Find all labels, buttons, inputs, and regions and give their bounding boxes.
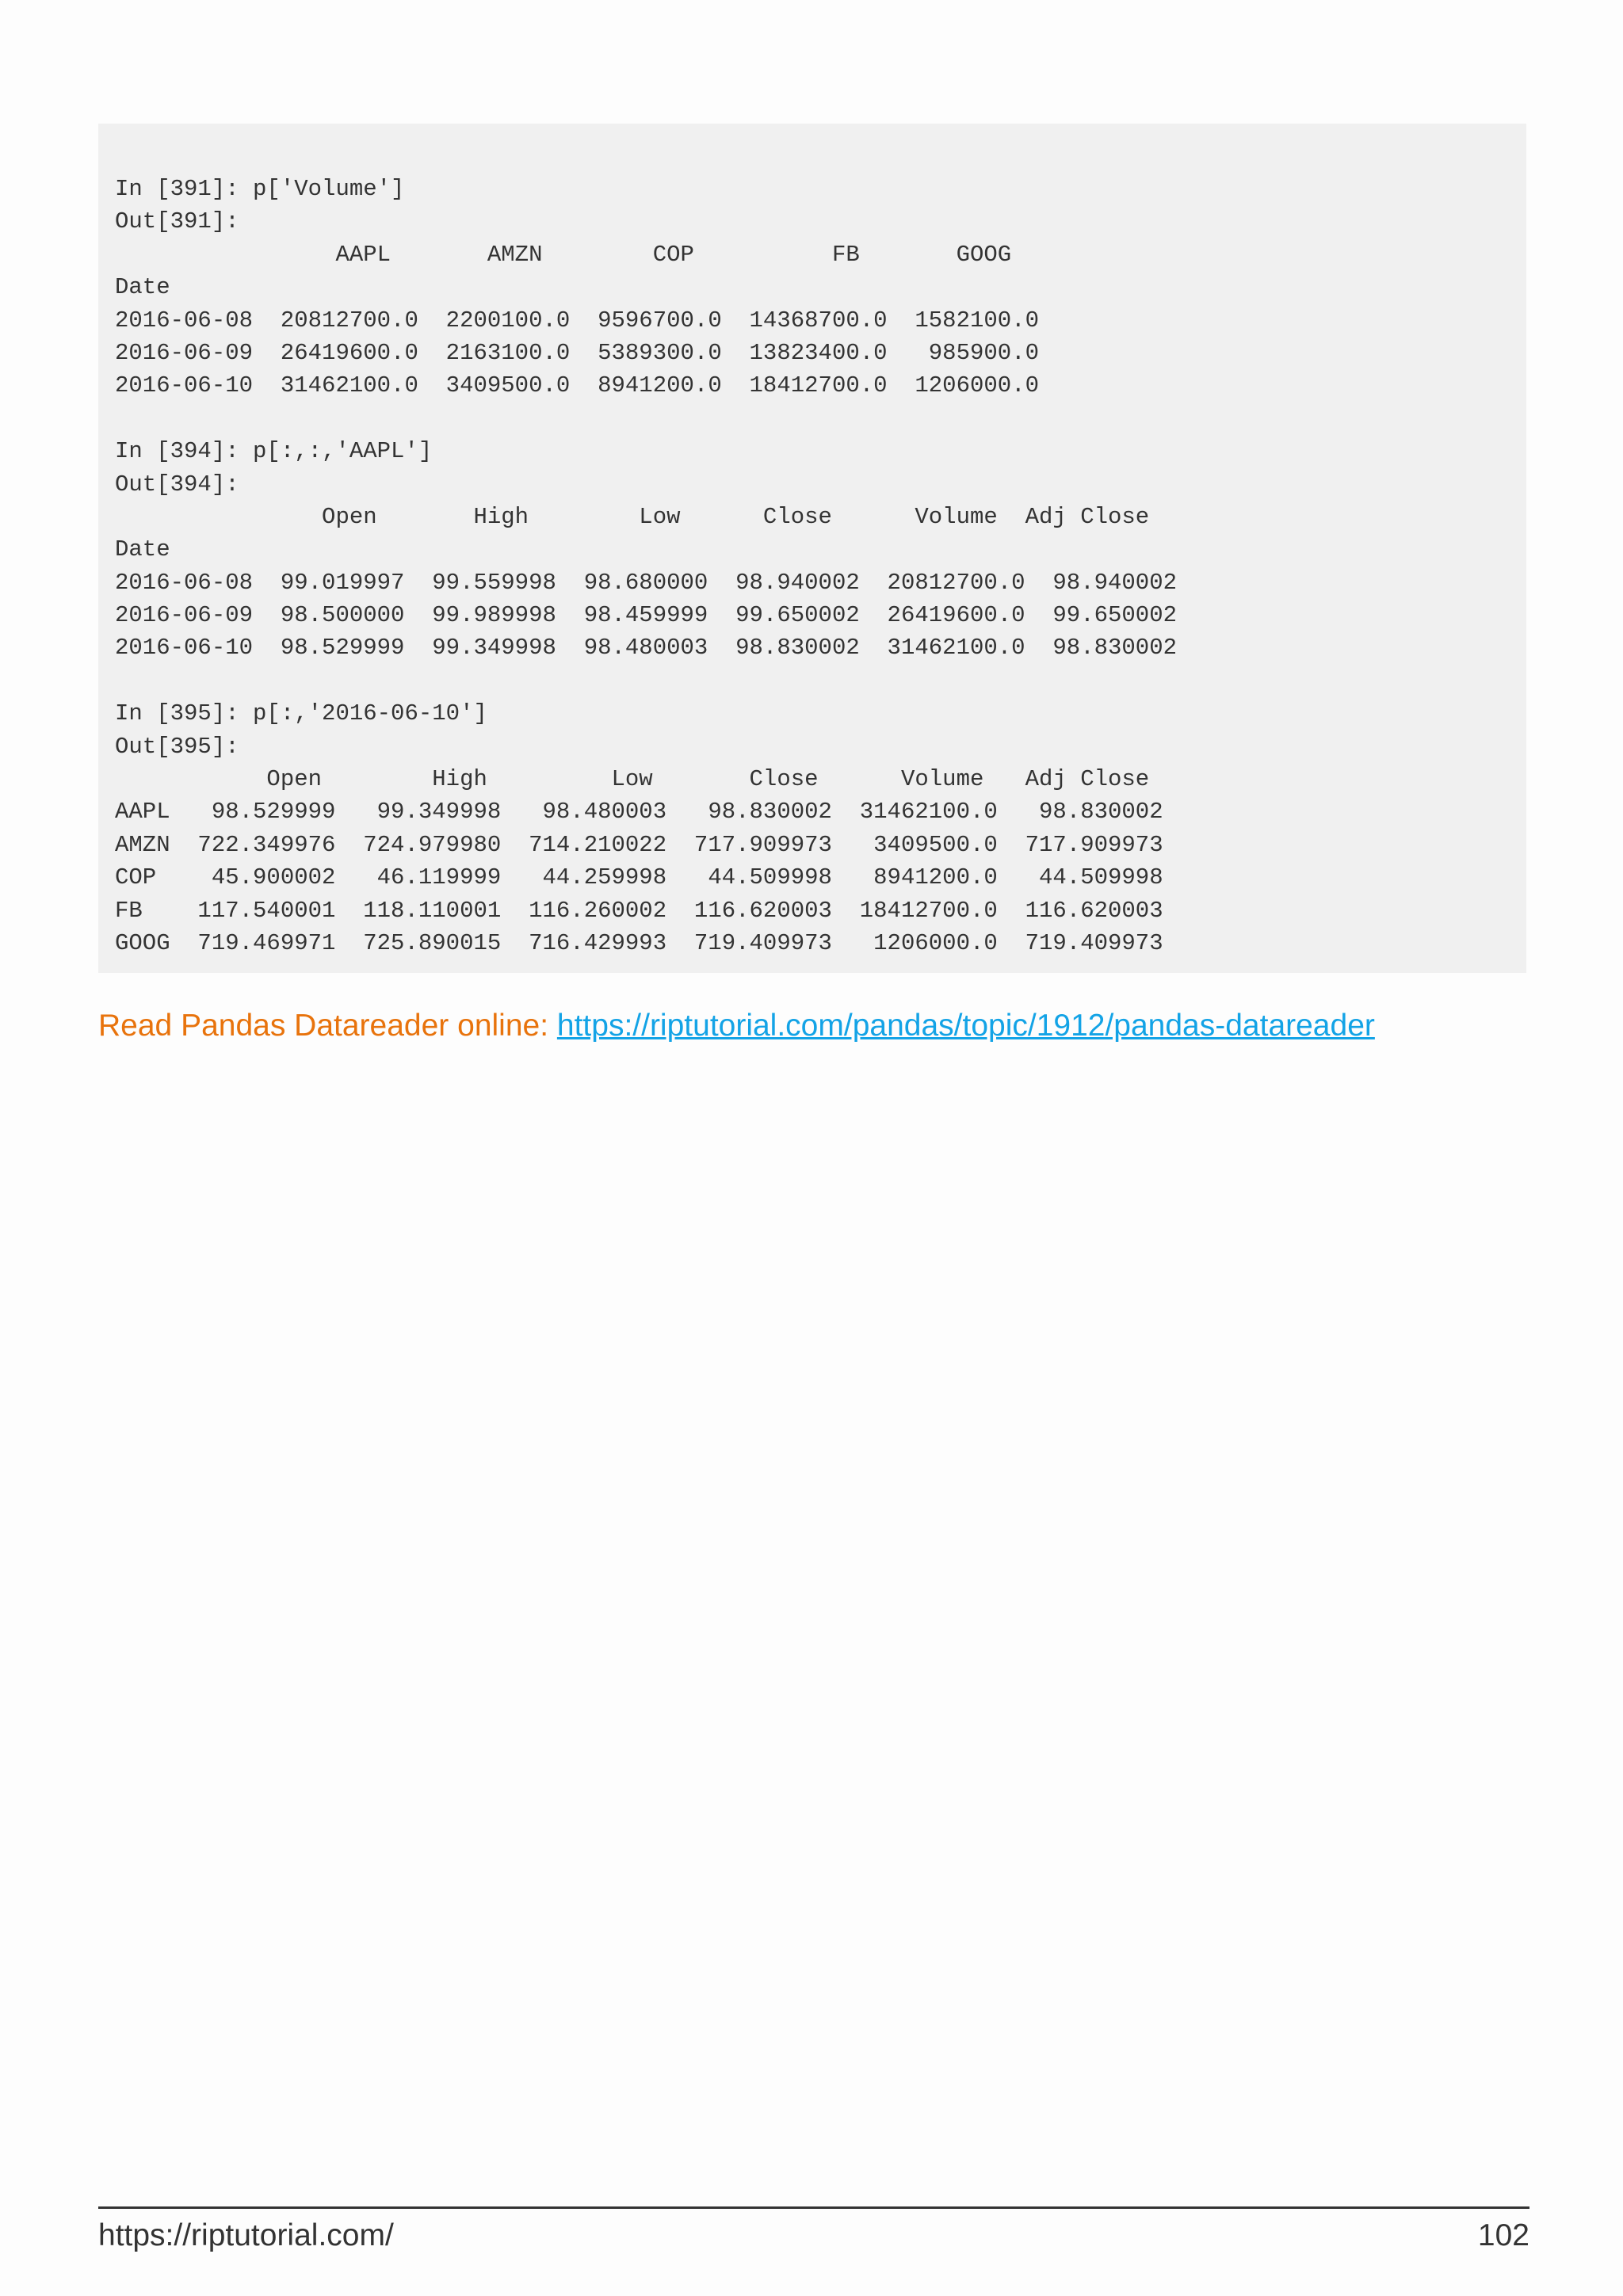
topic-link[interactable]: https://riptutorial.com/pandas/topic/1912/pandas-datareader	[556, 1009, 1375, 1043]
code-line: Date	[115, 274, 170, 301]
code-line: Open High Low Close Volume Adj Close	[115, 766, 1150, 793]
code-line: In [395]: p[:,'2016-06-10']	[115, 700, 487, 727]
code-line: 2016-06-08 99.019997 99.559998 98.680000 98.940002 20812700.0 98.940002	[115, 569, 1178, 596]
code-line	[115, 402, 1526, 435]
code-line: Out[394]:	[115, 471, 239, 498]
code-line: In [394]: p[:,:,'AAPL']	[115, 438, 433, 465]
code-line: In [391]: p['Volume']	[115, 176, 405, 202]
code-line: Out[391]:	[115, 208, 239, 235]
code-line: Out[395]:	[115, 733, 239, 760]
footer-site-url: https://riptutorial.com/	[98, 2218, 394, 2252]
code-line	[115, 665, 1526, 697]
code-line: 2016-06-10 31462100.0 3409500.0 8941200.0 18412700.0 1206000.0	[115, 372, 1039, 399]
code-line: AAPL AMZN COP FB GOOG	[115, 241, 1012, 268]
footer-divider	[98, 2206, 1529, 2209]
code-block	[98, 124, 1526, 973]
code-line: Open High Low Close Volume Adj Close	[115, 503, 1150, 530]
code-line: AAPL 98.529999 99.349998 98.480003 98.830002 31462100.0 98.830002	[115, 799, 1163, 826]
code-line: COP 45.900002 46.119999 44.259998 44.509998 8941200.0 44.509998	[115, 864, 1163, 891]
code-line: Date	[115, 536, 170, 563]
page-number: 102	[1477, 2218, 1529, 2252]
code-line: FB 117.540001 118.110001 116.260002 116.620003 18412700.0 116.620003	[115, 897, 1163, 924]
code-line: GOOG 719.469971 725.890015 716.429993 719.409973 1206000.0 719.409973	[115, 929, 1163, 956]
code-line: 2016-06-09 26419600.0 2163100.0 5389300.0 13823400.0 985900.0	[115, 339, 1039, 366]
code-line: AMZN 722.349976 724.979980 714.210022 717.909973 3409500.0 717.909973	[115, 831, 1163, 858]
code-line: 2016-06-08 20812700.0 2200100.0 9596700.0 14368700.0 1582100.0	[115, 307, 1039, 334]
read-online-prefix: Read Pandas Datareader online:	[98, 1009, 557, 1043]
code-line: 2016-06-10 98.529999 99.349998 98.480003 98.830002 31462100.0 98.830002	[115, 635, 1178, 662]
code-line: 2016-06-09 98.500000 99.989998 98.459999 99.650002 26419600.0 99.650002	[115, 602, 1178, 629]
read-online-line	[98, 1006, 1375, 1046]
